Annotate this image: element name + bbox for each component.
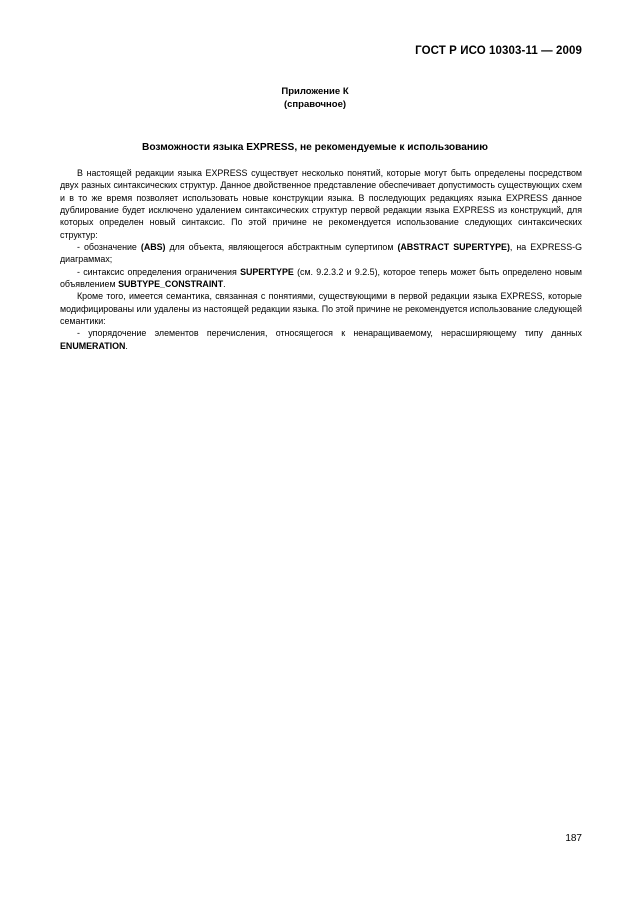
text-run: - синтаксис определения ограничения [77, 266, 241, 277]
text-run: - упорядочение элементов перечисления, относящегося к ненаращиваемому, нерасширяющему типу данных [77, 328, 582, 339]
section-title: Возможности языка EXPRESS, не рекомендуемые к использованию [141, 142, 489, 153]
paragraph-enumeration-item [60, 327, 582, 352]
appendix-title: Приложение К [281, 86, 349, 97]
standard-header: ГОСТ Р ИСО 10303-11 — 2009 [415, 45, 582, 57]
document-body [60, 167, 582, 352]
keyword-enumeration: ENUMERATION [60, 340, 126, 351]
appendix-status: (справочное) [283, 99, 347, 110]
text-run: . [125, 340, 128, 351]
text-run: (см. 9.2.3.2 и 9.2.5), которое теперь может быть определено новым объявлением [60, 266, 582, 290]
keyword-abstract-supertype: (ABSTRACT SUPERTYPE) [397, 242, 510, 253]
keyword-supertype: SUPERTYPE [240, 266, 294, 277]
keyword-abs: (ABS) [140, 242, 166, 253]
keyword-subtype-constraint: SUBTYPE_CONSTRAINT [118, 279, 224, 290]
text-run: , на EXPRESS-G диаграммах; [60, 242, 582, 265]
text-run: - обозначение [77, 242, 141, 253]
paragraph-intro: В настоящей редакции языка EXPRESS существует несколько понятий, которые могут быть определены посредством двух разных синтаксических структур. Данное двойственное представление обеспечивает допустимость существующих схем и в то же время позволяет использовать новые конструкции языка. В последующих редакциях языка EXPRESS данное дублирование будет исключено удалением синтаксических структур первой редакции языка EXPRESS из конструкций, для которых определен новый синтаксис. По этой причине не рекомендуется использование следующих синтаксических структур: [60, 168, 582, 240]
text-run: . [223, 279, 226, 290]
appendix-heading [0, 85, 630, 111]
page-number: 187 [565, 833, 582, 844]
text-run: для объекта, являющегося абстрактным супертипом [165, 242, 398, 253]
paragraph-abs-item [60, 241, 582, 266]
paragraph-semantics: Кроме того, имеется семантика, связанная с понятиями, существующими в первой редакции языка EXPRESS, которые модифицированы или удалены из настоящей редакции языка. По этой причине не рекомендуется использование следующей семантики: [60, 291, 582, 327]
paragraph-supertype-item [60, 266, 582, 291]
